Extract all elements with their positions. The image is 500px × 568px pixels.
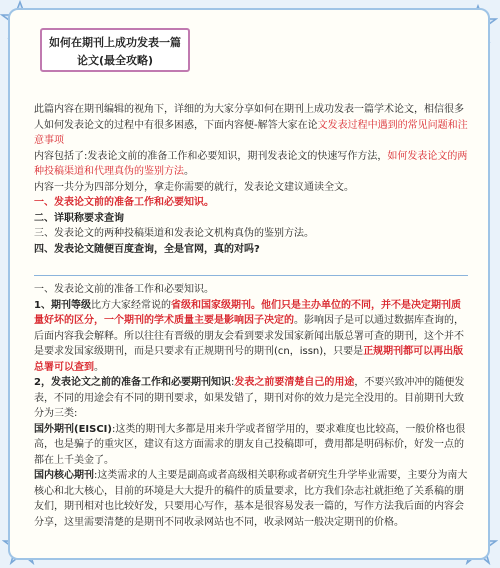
- title-box: [40, 28, 190, 72]
- core-journals-paragraph: 国内核心期刊:这类需求的人主要是副高或者高级相关职称或者研究生升学毕业需要，主要分为南大核心和北大核心，目前的环境是大大提升的稿件的质量要求，比方我们杂志社就拒绝了关系稿的朋友们，期刊相对也比较好发，只要用心写作，基本是很容易发表一篇的，写作方法我后面的内容会分享，这里需要清楚的是期刊不同收录网站也不同，收录网站一般决定期刊的价格。: [34, 470, 468, 528]
- document-body: [34, 102, 468, 530]
- section-1-item-1: 1、期刊等级比方大家经常说的省级和国家级期刊。他们只是主办单位的不同，并不是决定期刊质量好坏的区分，一个期刊的学术质量主要是影响因子决定的。影响因子是可以通过数据库查询的，后面内容我会解释。所以往往有晋级的朋友会看到要求发国家新闻出版总署可查的期刊，这个并不是要求发国家级期刊，而是只要求有正规期刊号的期刊(cn，issn)，只要是正规期刊都可以再出版总署可以查到。: [34, 299, 464, 373]
- intro-paragraph-3: 内容一共分为四部分划分，拿走你需要的就行，发表论文建议通读全文。: [34, 181, 354, 193]
- item-label: 1、期刊等级: [34, 299, 91, 311]
- intro-text: 此篇内容在期刊编辑的视角下，详细的为大家分享如何在期刊上成功发表一篇学术论文，相信很多人如何发表论文的过程中有很多困惑，下面内容便-解答大家在论: [34, 104, 464, 131]
- intro-text: 内容包括了:发表论文前的准备工作和必要知识，期刊发表论文的快速写作方法，: [34, 150, 388, 162]
- divider: [34, 275, 468, 276]
- item-label: 国内核心期刊: [34, 470, 94, 481]
- title-line-2: 论文(最全攻略): [76, 54, 154, 67]
- intro-highlight: 文发表过程中遇到的常见问题和注意事项: [34, 119, 468, 146]
- intro-highlight: 如何发表论文的两种投稿渠道和代理真伪的鉴别方法: [34, 150, 468, 177]
- toc-item: 四、发表论文随便百度查询，全是官网，真的对吗?: [34, 243, 260, 255]
- intro-paragraph-1: [34, 102, 468, 149]
- section-1-heading: 一、发表论文前的准备工作和必要知识。: [34, 284, 214, 295]
- toc-item: 三、发表论文的两种投稿渠道和发表论文机构真伪的鉴别方法。: [34, 228, 314, 239]
- intro-text: 。: [184, 166, 194, 177]
- title-line-1: 如何在期刊上成功发表一篇: [49, 36, 181, 49]
- section-1-item-2: 2，发表论文之前的准备工作和必要期刊知识:发表之前要清楚自己的用途，不要兴致冲冲的随便发表，不同的用途会有不同的期刊要求，如果发错了，期刊对你的效力是完全没用的。目前期刊大致分为三类:: [34, 377, 465, 419]
- item-label: 2，发表论文之前的准备工作和必要期刊知识: [34, 377, 231, 388]
- toc-list: [34, 195, 468, 257]
- toc-item: 二、详职称要求查询: [34, 212, 124, 224]
- item-label: 国外期刊(EISCI): [34, 423, 112, 435]
- foreign-journals-paragraph: 国外期刊(EISCI):这类的期刊大多都是用来升学或者留学用的，要求难度也比较高，一般价格也很高，也是骗子的重灾区，建议有这方面需求的朋友自己投稿即可，费用都是明码标价，好发一点的都在上千美金了。: [34, 423, 466, 466]
- document-page: [8, 8, 490, 560]
- toc-item: 一、发表论文前的准备工作和必要知识。: [34, 197, 214, 208]
- intro-paragraph-2: [34, 149, 468, 180]
